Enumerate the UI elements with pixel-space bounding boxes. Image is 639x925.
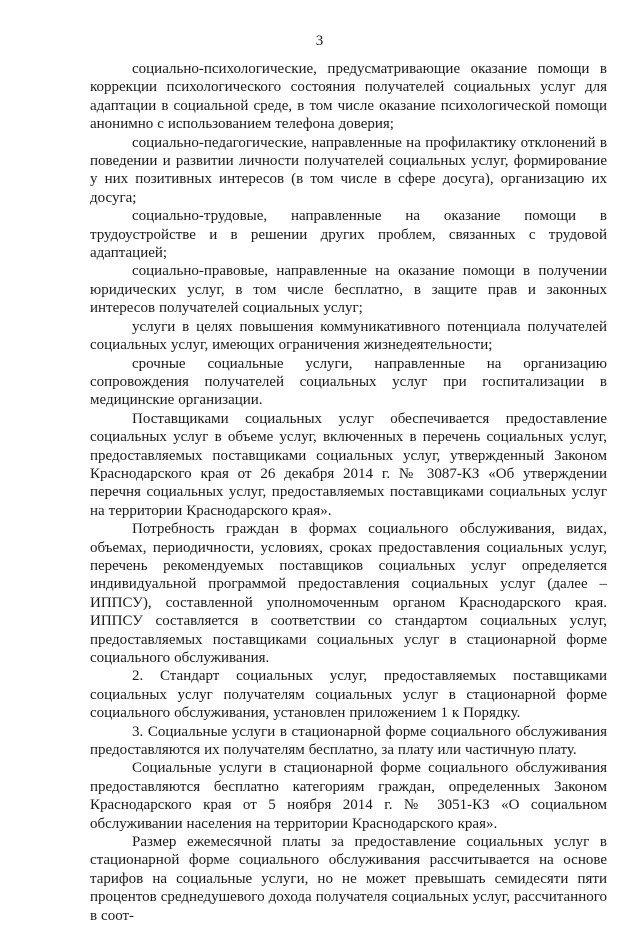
paragraph-urgent-services: срочные социальные услуги, направленные на организацию сопровождения получателей социальных услуг при госпитализации в медицинские организации. (90, 355, 607, 409)
paragraph-legal-services: социально-правовые, направленные на оказание помощи в получении юридических услуг, в том числе бесплатно, в защите прав и законных интересов получателей социальных услуг; (90, 263, 607, 317)
paragraph-ippsu: Потребность граждан в формах социального обслуживания, видах, объемах, периодичности, условиях, сроках предоставления социальных услуг, перечень рекомендуемых поставщиков социальных услуг определяется индивидуальной программой предоставления социальных услуг (далее – ИППСУ), составленной уполномоченным органом Краснодарского края. ИППСУ составляется в соответствии со стандартом социальных услуг, предоставляемых поставщиками социальных услуг в стационарной форме социального обслуживания. (90, 521, 607, 666)
page-number: 3 (315, 33, 324, 49)
paragraph-psychological-services: социально-психологические, предусматривающие оказание помощи в коррекции психологического состояния получателей социальных услуг для адаптации в социальной среде, в том числе оказание психологической помощи анонимно с использованием телефона доверия; (90, 61, 607, 133)
paragraph-pedagogical-services: социально-педагогические, направленные на профилактику отклонений в поведении и развитии личности получателей социальных услуг, формирование у них позитивных интересов (в том числе в сфере досуга), организацию их досуга; (90, 134, 607, 206)
paragraph-monthly-fee: Размер ежемесячной платы за предоставление социальных услуг в стационарной форме социального обслуживания рассчитывается на основе тарифов на социальные услуги, но не может превышать семидесяти пяти процентов среднедушевого дохода получателя социальных услуг, рассчитанного в соот- (90, 834, 607, 924)
document-body (90, 60, 607, 925)
paragraph-standard: 2. Стандарт социальных услуг, предоставляемых поставщиками социальных услуг получателям социальных услуг в стационарной форме социального обслуживания, установлен приложением 1 к Порядку. (90, 668, 607, 722)
paragraph-payment-terms: 3. Социальные услуги в стационарной форме социального обслуживания предоставляются их получателям бесплатно, за плату или частичную плату. (90, 723, 607, 759)
paragraph-free-categories: Социальные услуги в стационарной форме социального обслуживания предоставляются бесплатно категориям граждан, определенных Законом Краснодарского края от 5 ноября 2014 г. № 3051-КЗ «О социальном обслуживании населения на территории Краснодарского края». (90, 760, 607, 832)
paragraph-providers-scope: Поставщиками социальных услуг обеспечивается предоставление социальных услуг в объеме услуг, включенных в перечень социальных услуг, предоставляемых поставщиками социальных услуг, утвержденный Законом Краснодарского края от 26 декабря 2014 г. № 3087-КЗ «Об утверждении перечня социальных услуг, предоставляемых поставщиками социальных услуг на территории Краснодарского края». (90, 410, 607, 519)
paragraph-communication-services: услуги в целях повышения коммуникативного потенциала получателей социальных услуг, имеющих ограничения жизнедеятельности; (90, 318, 607, 354)
paragraph-labor-services: социально-трудовые, направленные на оказание помощи в трудоустройстве и в решении других проблем, связанных с трудовой адаптацией; (90, 208, 607, 262)
